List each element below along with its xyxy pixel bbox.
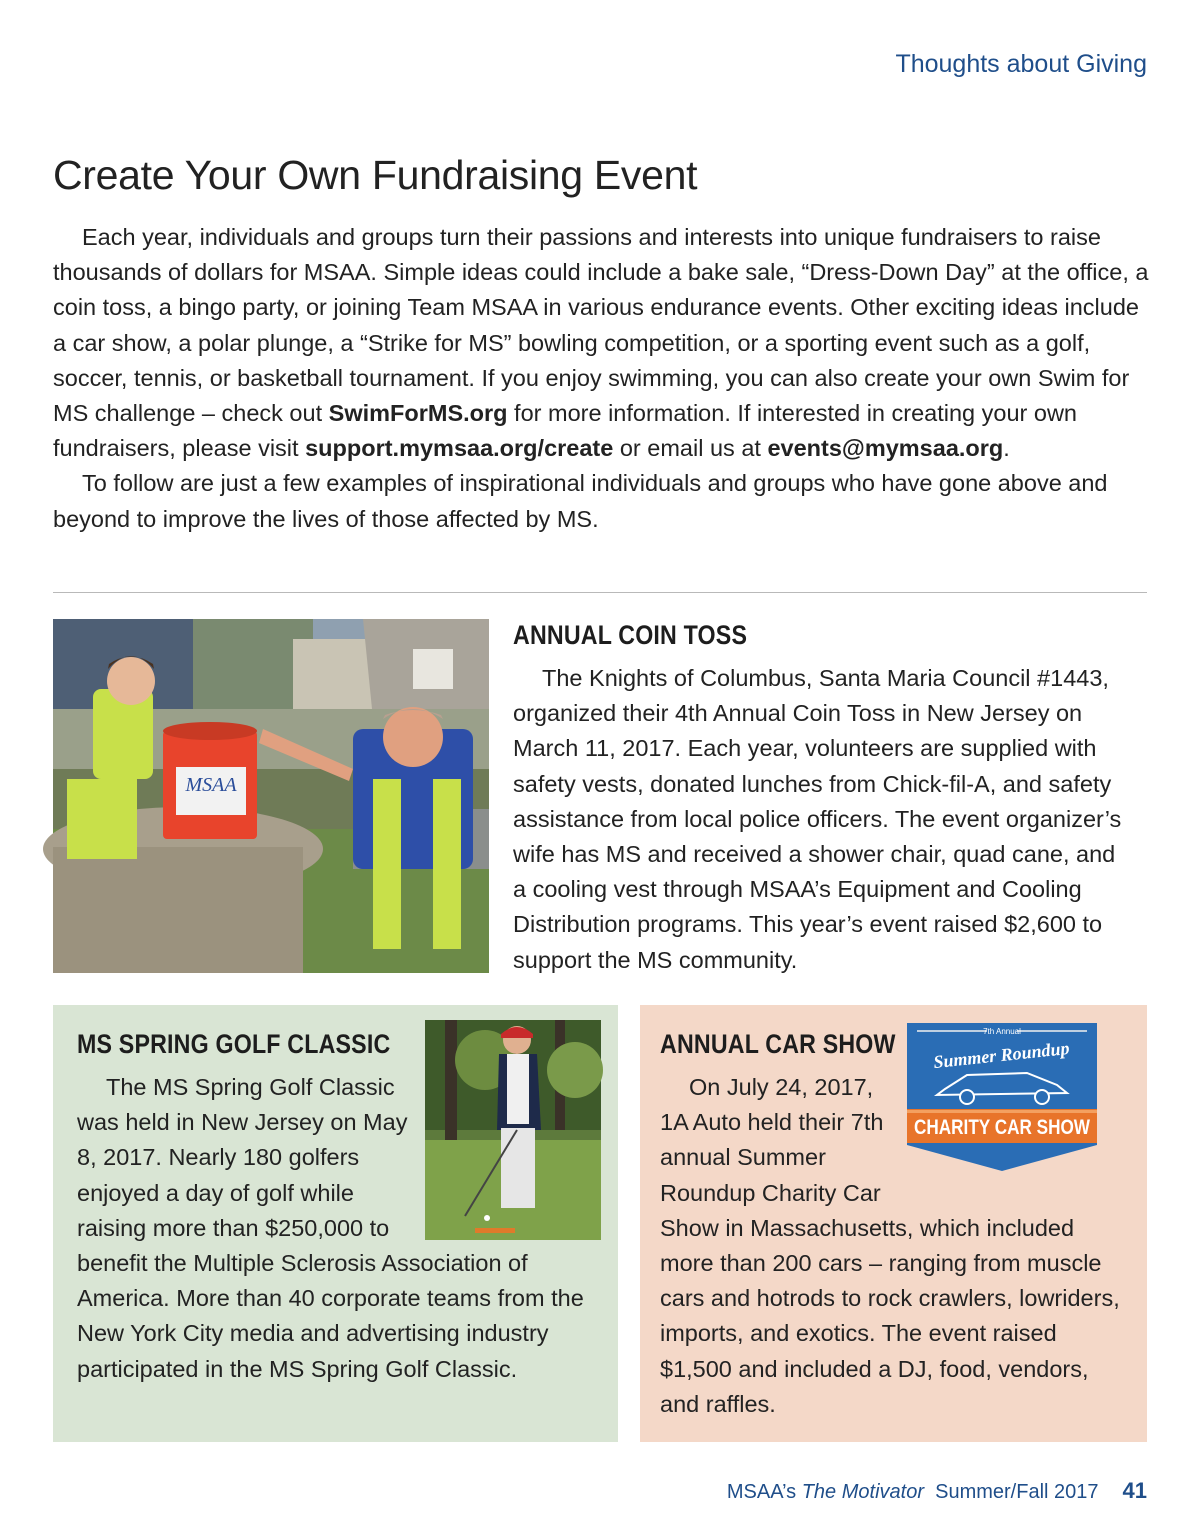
intro-paragraph-2: To follow are just a few examples of inspirational individuals and groups who have gone above and beyond to improve the lives of those affected by MS. xyxy=(53,470,1108,532)
publication-name: The Motivator xyxy=(801,1481,924,1503)
car-show-logo-graphic xyxy=(907,1023,1097,1171)
page-number: 41 xyxy=(1122,1478,1147,1503)
intro-paragraph-1: Each year, individuals and groups turn their passions and interests into unique fundraisers to raise thousands of dollars for MSAA. Simple ideas could include a bake sale, “Dress-Down Day” at the office, a coin toss, a bingo party, or joining Team MSAA in various endurance events. Other exciting ideas include a car show, a polar plunge, a “Strike for MS” bowling competition, or a sporting event such as a golf, soccer, tennis, or basketball tournament. If you enjoy swimming, you can also create your own Swim for MS challenge – check out SwimForMS.org for more information. If interested in creating your own fundraisers, please visit support.mymsaa.org/create or email us at events@mymsaa.org. xyxy=(53,224,1149,462)
golf-classic-heading: MS SPRING GOLF CLASSIC xyxy=(77,1029,391,1059)
car-show-body: 7th Annual Summer Roundup CHARITY CAR SHOW On July 24, 2017, 1A Auto held their 7th annual Summer Roundup Charity Car Show in Massachusetts, which included more than 200 cars – ranging from muscle cars and hotrods to rock crawlers, lowriders, imports, and exotics. The event raised $1,500 and included a DJ, food, vendors, and raffles. xyxy=(660,1070,1130,1422)
section-label: Thoughts about Giving xyxy=(895,50,1147,78)
golf-photo xyxy=(425,1020,601,1240)
issue-label: Summer/Fall 2017 xyxy=(935,1481,1099,1503)
car-logo-top-text: 7th Annual xyxy=(983,1027,1021,1036)
car-show-heading: ANNUAL CAR SHOW xyxy=(660,1029,896,1059)
page-footer xyxy=(727,1478,1147,1504)
golf-illustration xyxy=(425,1020,601,1240)
car-logo-script: Summer Roundup xyxy=(932,1037,1071,1073)
intro-text xyxy=(53,220,1153,537)
car-show-logo xyxy=(907,1023,1097,1171)
events-email-link[interactable]: events@mymsaa.org xyxy=(767,435,1004,462)
coin-toss-illustration xyxy=(53,619,489,973)
golf-classic-box xyxy=(53,1005,618,1442)
publication-prefix: MSAA’s xyxy=(726,1481,802,1503)
create-link[interactable]: support.mymsaa.org/create xyxy=(305,435,614,462)
car-show-box xyxy=(640,1005,1147,1442)
car-logo-banner: CHARITY CAR SHOW xyxy=(914,1116,1091,1139)
bucket-logo-text: MSAA xyxy=(185,774,237,796)
golf-classic-body: The MS Spring Golf Classic was held in New Jersey on May 8, 2017. Nearly 180 golfers enjoyed a day of golf while raising more than $250,000 to benefit the Multiple Sclerosis Association of America. More than 40 corporate teams from the New York City media and advertising industry participated in the MS Spring Golf Classic. xyxy=(77,1070,607,1387)
coin-toss-photo xyxy=(53,619,489,973)
coin-toss-body: The Knights of Columbus, Santa Maria Council #1443, organized their 4th Annual Coin Toss in New Jersey on March 11, 2017. Each year, volunteers are supplied with safety vests, donated lunches from Chick-fil-A, and safety assistance from local police officers. The event organizer’s wife has MS and received a shower chair, quad cane, and a cooling vest through MSAA’s Equipment and Cooling Distribution programs. This year’s event raised $2,600 to support the MS community. xyxy=(513,665,1122,973)
page-title: Create Your Own Fundraising Event xyxy=(53,152,698,198)
coin-toss-heading: ANNUAL COIN TOSS xyxy=(513,620,748,650)
swimforms-link[interactable]: SwimForMS.org xyxy=(328,400,508,427)
section-divider xyxy=(53,592,1147,593)
